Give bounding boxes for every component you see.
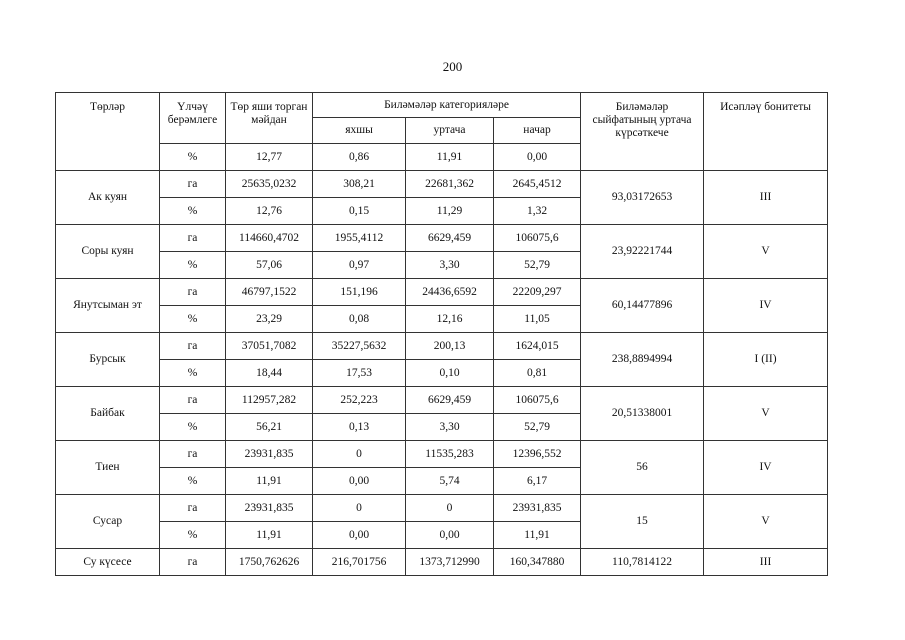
cell-good: 0,15 — [313, 198, 406, 225]
species-name: Бурсык — [56, 333, 160, 387]
bonitet-value: III — [704, 171, 828, 225]
cell-medium: 200,13 — [406, 333, 494, 360]
header-unit: Үлчәү берәмлеге — [160, 93, 226, 144]
cell-bad: 0,81 — [494, 360, 581, 387]
bonitet-value: III — [704, 549, 828, 576]
cell-area: 12,77 — [226, 144, 313, 171]
table-row — [56, 333, 828, 360]
avg-quality-value: 238,8894994 — [581, 333, 704, 387]
cell-bad: 52,79 — [494, 252, 581, 279]
species-habitat-table — [55, 92, 828, 576]
cell-medium: 3,30 — [406, 414, 494, 441]
cell-bad: 11,05 — [494, 306, 581, 333]
table-row — [56, 441, 828, 468]
cell-unit: % — [160, 144, 226, 171]
cell-medium: 0,10 — [406, 360, 494, 387]
cell-good: 0 — [313, 495, 406, 522]
cell-good: 0,97 — [313, 252, 406, 279]
cell-bad: 11,91 — [494, 522, 581, 549]
cell-unit: % — [160, 306, 226, 333]
cell-area: 1750,762626 — [226, 549, 313, 576]
cell-medium: 6629,459 — [406, 387, 494, 414]
cell-unit: га — [160, 171, 226, 198]
avg-quality-value: 60,14477896 — [581, 279, 704, 333]
cell-medium: 12,16 — [406, 306, 494, 333]
cell-medium: 0 — [406, 495, 494, 522]
cell-good: 0,00 — [313, 468, 406, 495]
cell-unit: % — [160, 252, 226, 279]
header-area: Төр яши торган мәйдан — [226, 93, 313, 144]
cell-unit: % — [160, 360, 226, 387]
cell-bad: 0,00 — [494, 144, 581, 171]
header-categories: Биләмәләр категорияләре — [313, 93, 581, 118]
bonitet-value: V — [704, 387, 828, 441]
species-name: Соры куян — [56, 225, 160, 279]
cell-area: 56,21 — [226, 414, 313, 441]
table-row — [56, 225, 828, 252]
cell-unit: % — [160, 198, 226, 225]
cell-medium: 11535,283 — [406, 441, 494, 468]
header-row — [56, 93, 828, 118]
cell-good: 308,21 — [313, 171, 406, 198]
cell-bad: 1624,015 — [494, 333, 581, 360]
header-bad: начар — [494, 118, 581, 144]
cell-good: 0 — [313, 441, 406, 468]
cell-good: 1955,4112 — [313, 225, 406, 252]
avg-quality-value: 15 — [581, 495, 704, 549]
cell-unit: га — [160, 441, 226, 468]
cell-area: 11,91 — [226, 522, 313, 549]
avg-quality-value: 56 — [581, 441, 704, 495]
bonitet-value: IV — [704, 279, 828, 333]
cell-area: 23931,835 — [226, 495, 313, 522]
cell-medium: 0,00 — [406, 522, 494, 549]
avg-quality-value: 23,92221744 — [581, 225, 704, 279]
cell-area: 57,06 — [226, 252, 313, 279]
cell-good: 35227,5632 — [313, 333, 406, 360]
cell-bad: 160,347880 — [494, 549, 581, 576]
header-species: Төрләр — [56, 93, 160, 171]
header-bonitet: Исәпләү бонитеты — [704, 93, 828, 171]
cell-good: 0,08 — [313, 306, 406, 333]
cell-good: 17,53 — [313, 360, 406, 387]
cell-area: 11,91 — [226, 468, 313, 495]
cell-unit: га — [160, 333, 226, 360]
cell-bad: 106075,6 — [494, 225, 581, 252]
cell-medium: 5,74 — [406, 468, 494, 495]
table-row — [56, 387, 828, 414]
cell-medium: 1373,712990 — [406, 549, 494, 576]
cell-bad: 22209,297 — [494, 279, 581, 306]
species-name: Байбак — [56, 387, 160, 441]
cell-medium: 22681,362 — [406, 171, 494, 198]
cell-area: 114660,4702 — [226, 225, 313, 252]
cell-bad: 2645,4512 — [494, 171, 581, 198]
header-good: яхшы — [313, 118, 406, 144]
species-name: Сусар — [56, 495, 160, 549]
table-row — [56, 495, 828, 522]
cell-area: 112957,282 — [226, 387, 313, 414]
table-row — [56, 171, 828, 198]
cell-area: 23931,835 — [226, 441, 313, 468]
cell-unit: % — [160, 414, 226, 441]
cell-unit: га — [160, 279, 226, 306]
header-avg-quality: Биләмәләр сыйфатының уртача күрсәткече — [581, 93, 704, 171]
cell-medium: 6629,459 — [406, 225, 494, 252]
species-name: Ак куян — [56, 171, 160, 225]
species-name: Янутсыман эт — [56, 279, 160, 333]
cell-area: 12,76 — [226, 198, 313, 225]
cell-area: 23,29 — [226, 306, 313, 333]
cell-unit: % — [160, 468, 226, 495]
cell-medium: 11,29 — [406, 198, 494, 225]
cell-area: 25635,0232 — [226, 171, 313, 198]
cell-unit: га — [160, 549, 226, 576]
table-row — [56, 279, 828, 306]
species-name: Су күсесе — [56, 549, 160, 576]
header-medium: уртача — [406, 118, 494, 144]
cell-good: 0,00 — [313, 522, 406, 549]
table-row — [56, 549, 828, 576]
cell-bad: 1,32 — [494, 198, 581, 225]
bonitet-value: I (II) — [704, 333, 828, 387]
bonitet-value: V — [704, 225, 828, 279]
cell-area: 37051,7082 — [226, 333, 313, 360]
cell-unit: га — [160, 225, 226, 252]
cell-unit: га — [160, 387, 226, 414]
cell-unit: % — [160, 522, 226, 549]
cell-area: 46797,1522 — [226, 279, 313, 306]
cell-medium: 11,91 — [406, 144, 494, 171]
cell-good: 151,196 — [313, 279, 406, 306]
avg-quality-value: 110,7814122 — [581, 549, 704, 576]
cell-bad: 52,79 — [494, 414, 581, 441]
cell-bad: 106075,6 — [494, 387, 581, 414]
cell-bad: 23931,835 — [494, 495, 581, 522]
bonitet-value: V — [704, 495, 828, 549]
cell-area: 18,44 — [226, 360, 313, 387]
cell-medium: 24436,6592 — [406, 279, 494, 306]
cell-medium: 3,30 — [406, 252, 494, 279]
cell-unit: га — [160, 495, 226, 522]
page-number: 200 — [442, 59, 463, 74]
cell-good: 0,86 — [313, 144, 406, 171]
bonitet-value: IV — [704, 441, 828, 495]
species-name: Тиен — [56, 441, 160, 495]
avg-quality-value: 20,51338001 — [581, 387, 704, 441]
cell-good: 252,223 — [313, 387, 406, 414]
cell-bad: 12396,552 — [494, 441, 581, 468]
cell-good: 216,701756 — [313, 549, 406, 576]
cell-good: 0,13 — [313, 414, 406, 441]
cell-bad: 6,17 — [494, 468, 581, 495]
avg-quality-value: 93,03172653 — [581, 171, 704, 225]
